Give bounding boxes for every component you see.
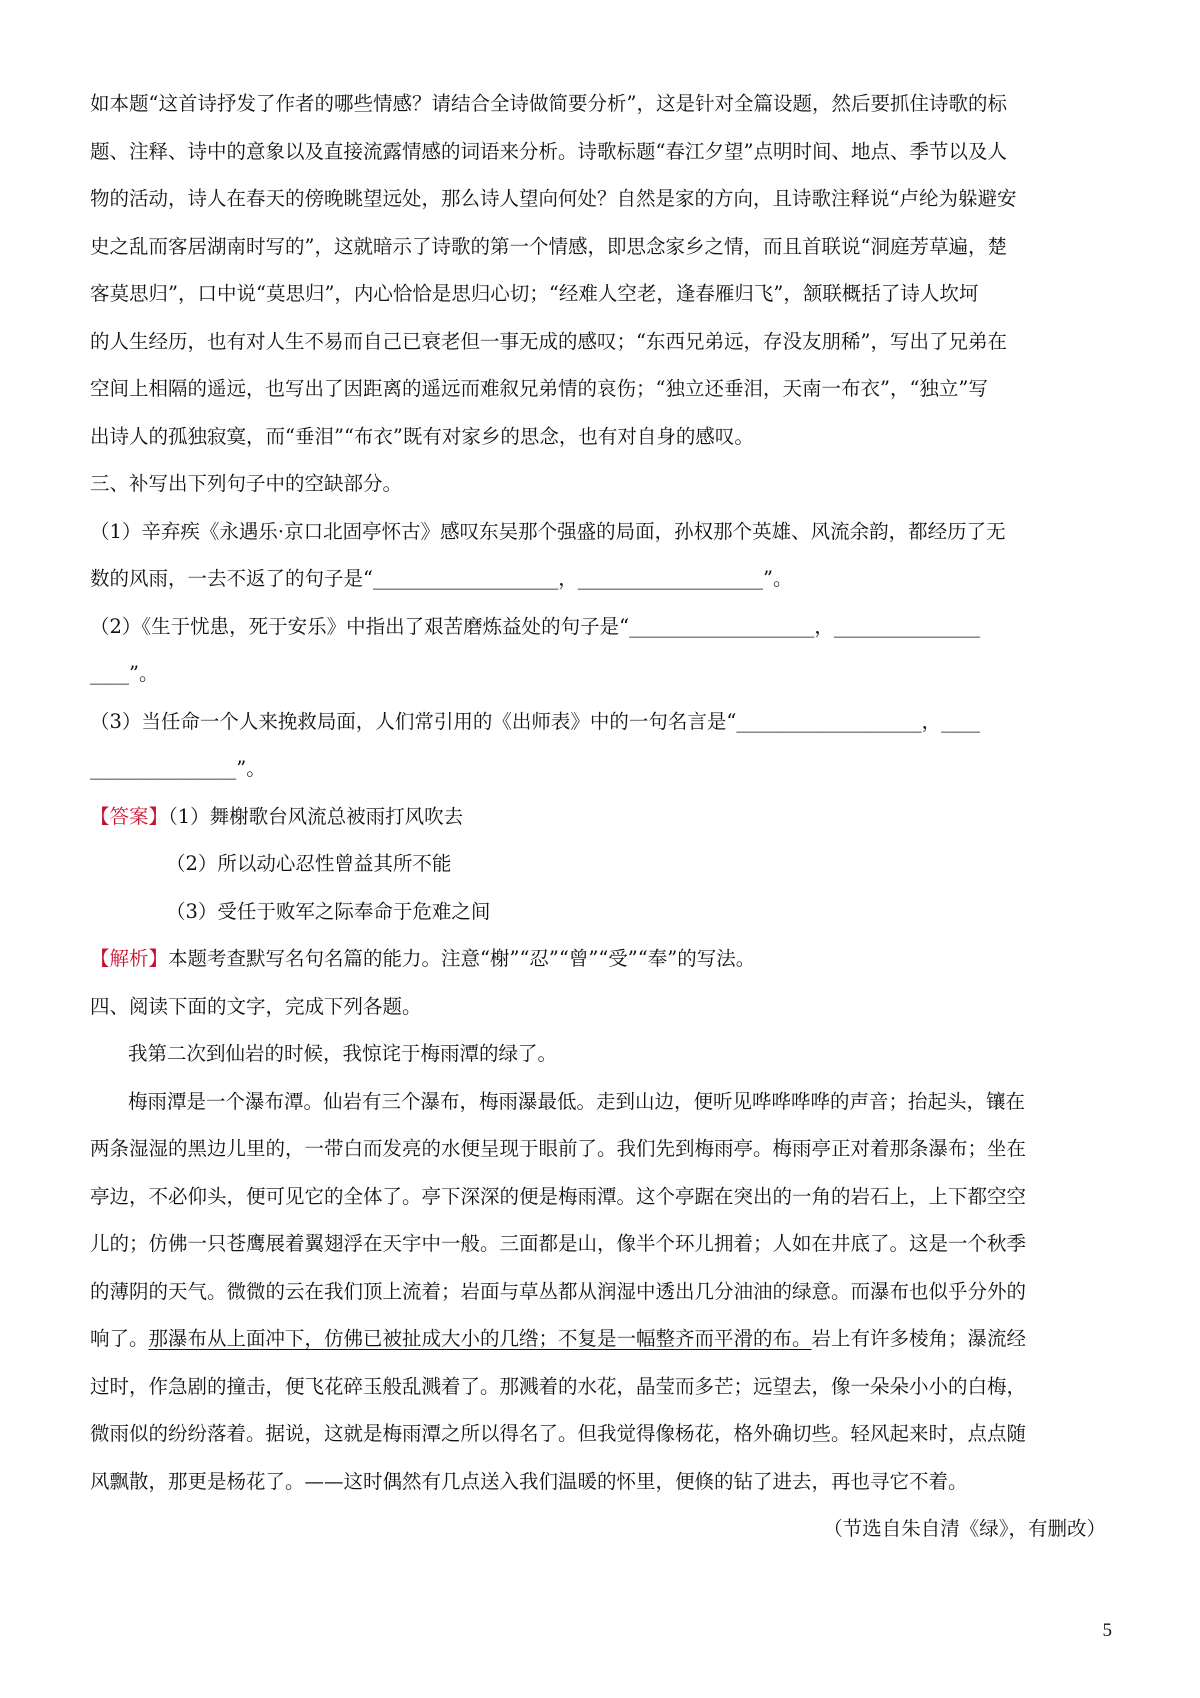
passage-line: 的薄阴的天气。微微的云在我们顶上流着；岩面与草丛都从润湿中透出几分油油的绿意。而瀑布也似乎分外的 — [90, 1279, 1027, 1303]
explanation-label: 【解析】 — [90, 947, 169, 970]
passage-line: 微雨似的纷纷落着。据说，这就是梅雨潭之所以得名了。但我觉得像杨花，格外确切些。轻风起来时，点点随 — [90, 1422, 1027, 1445]
text-line: 客莫思归”，口中说“莫思归”，内心恰恰是思归心切；“经难人空老，逢春雁归飞”，颔联概括了诗人坎坷 — [90, 282, 979, 305]
text-line: 题、注释、诗中的意象以及直接流露情感的词语来分析。诗歌标题“春江夕望”点明时间、地点、季节以及人 — [90, 139, 1007, 163]
text-line: 空间上相隔的遥远，也写出了因距离的遥远而难叙兄弟情的哀伤；“独立还垂泪，天南一布衣”，“独立”写 — [90, 377, 988, 400]
answer-text: （1）舞榭歌台风流总被雨打风吹去 — [168, 804, 464, 828]
section-4 — [90, 983, 1112, 1553]
passage-line: 过时，作急剧的撞击，便飞花碎玉般乱溅着了。那溅着的水花，晶莹而多芒；远望去，像一朵朵小小的白梅， — [90, 1374, 1027, 1398]
question-line: 数的风雨，一去不返了的句子是“___________________，___________________”。 — [90, 567, 793, 590]
passage-fragment: 响了。 — [90, 1327, 149, 1350]
question-line: （3）当任命一个人来挽救局面，人们常引用的《出师表》中的一句名言是“___________________，____ — [90, 709, 981, 733]
text-line: 的人生经历，也有对人生不易而自己已衰老但一事无成的感叹；“东西兄弟远，存没友朋稀”，写出了兄弟在 — [90, 329, 1007, 353]
section-heading: 四、阅读下面的文字，完成下列各题。 — [90, 994, 422, 1018]
question-line: （2）《生于忧患，死于安乐》中指出了艰苦磨炼益处的句子是“___________________，_______________ — [90, 614, 981, 638]
answer-label: 【答案】 — [90, 804, 169, 828]
page-number: 5 — [1102, 1620, 1112, 1641]
passage-line: 儿的；仿佛一只苍鹰展着翼翅浮在天宇中一般。三面都是山，像半个环儿拥着；人如在井底了。这是一个秋季 — [90, 1232, 1027, 1255]
passage-line: 梅雨潭是一个瀑布潭。仙岩有三个瀑布，梅雨瀑最低。走到山边，便听见哗哗哗哗的声音；抬起头，镶在 — [128, 1089, 1026, 1113]
text-line: 出诗人的孤独寂寞，而“垂泪”“布衣”既有对家乡的思念，也有对自身的感叹。 — [90, 424, 754, 448]
passage-line: 我第二次到仙岩的时候，我惊诧于梅雨潭的绿了。 — [128, 1042, 558, 1065]
answer-line — [90, 793, 1112, 841]
section-heading: 三、补写出下列句子中的空缺部分。 — [90, 472, 403, 495]
explanation-line — [90, 935, 1112, 983]
question-line: _______________”。 — [90, 757, 266, 780]
text-line: 物的活动，诗人在春天的傍晚眺望远处，那么诗人望向何处？自然是家的方向，且诗歌注释说“卢纶为躲避安 — [90, 187, 1017, 210]
section-3 — [90, 460, 1112, 983]
passage-fragment: 岩上有许多棱角；瀑流经 — [811, 1327, 1027, 1350]
answer-line: （3）受任于败军之际奉命于危难之间 — [166, 899, 491, 923]
passage-line: 亭边，不必仰头，便可见它的全体了。亭下深深的便是梅雨潭。这个亭踞在突出的一角的岩石上，上下都空空 — [90, 1184, 1027, 1208]
document-page — [90, 80, 1112, 1553]
passage-line: 两条湿湿的黑边儿里的，一带白而发亮的水便呈现于眼前了。我们先到梅雨亭。梅雨亭正对着那条瀑布；坐在 — [90, 1137, 1027, 1160]
question-line: ____”。 — [90, 662, 159, 685]
underlined-sentence: 那瀑布从上面冲下，仿佛已被扯成大小的几绺；不复是一幅整齐而平滑的布。 — [148, 1327, 812, 1350]
passage-line — [90, 1315, 1112, 1363]
text-line: 史之乱而客居湖南时写的”，这就暗示了诗歌的第一个情感，即思念家乡之情，而且首联说“洞庭芳草遍，楚 — [90, 234, 1007, 258]
passage-source: （节选自朱自清《绿》，有删改） — [823, 1517, 1106, 1540]
text-line: 如本题“这首诗抒发了作者的哪些情感？请结合全诗做简要分析”，这是针对全篇设题，然后要抓住诗歌的标 — [90, 92, 1007, 115]
explanation-text: 本题考查默写名句名篇的能力。注意“榭”“忍”“曾”“受”“奉”的写法。 — [168, 947, 756, 970]
answer-line: （2）所以动心忍性曾益其所不能 — [166, 852, 452, 875]
question-line: （1）辛弃疾《永遇乐·京口北固亭怀古》感叹东吴那个强盛的局面，孙权那个英雄、风流余韵，都经历了无 — [90, 519, 1006, 543]
passage-line: 风飘散，那更是杨花了。——这时偶然有几点送入我们温暖的怀里，便倏的钻了进去，再也寻它不着。 — [90, 1469, 968, 1493]
analysis-paragraph — [90, 80, 1112, 460]
